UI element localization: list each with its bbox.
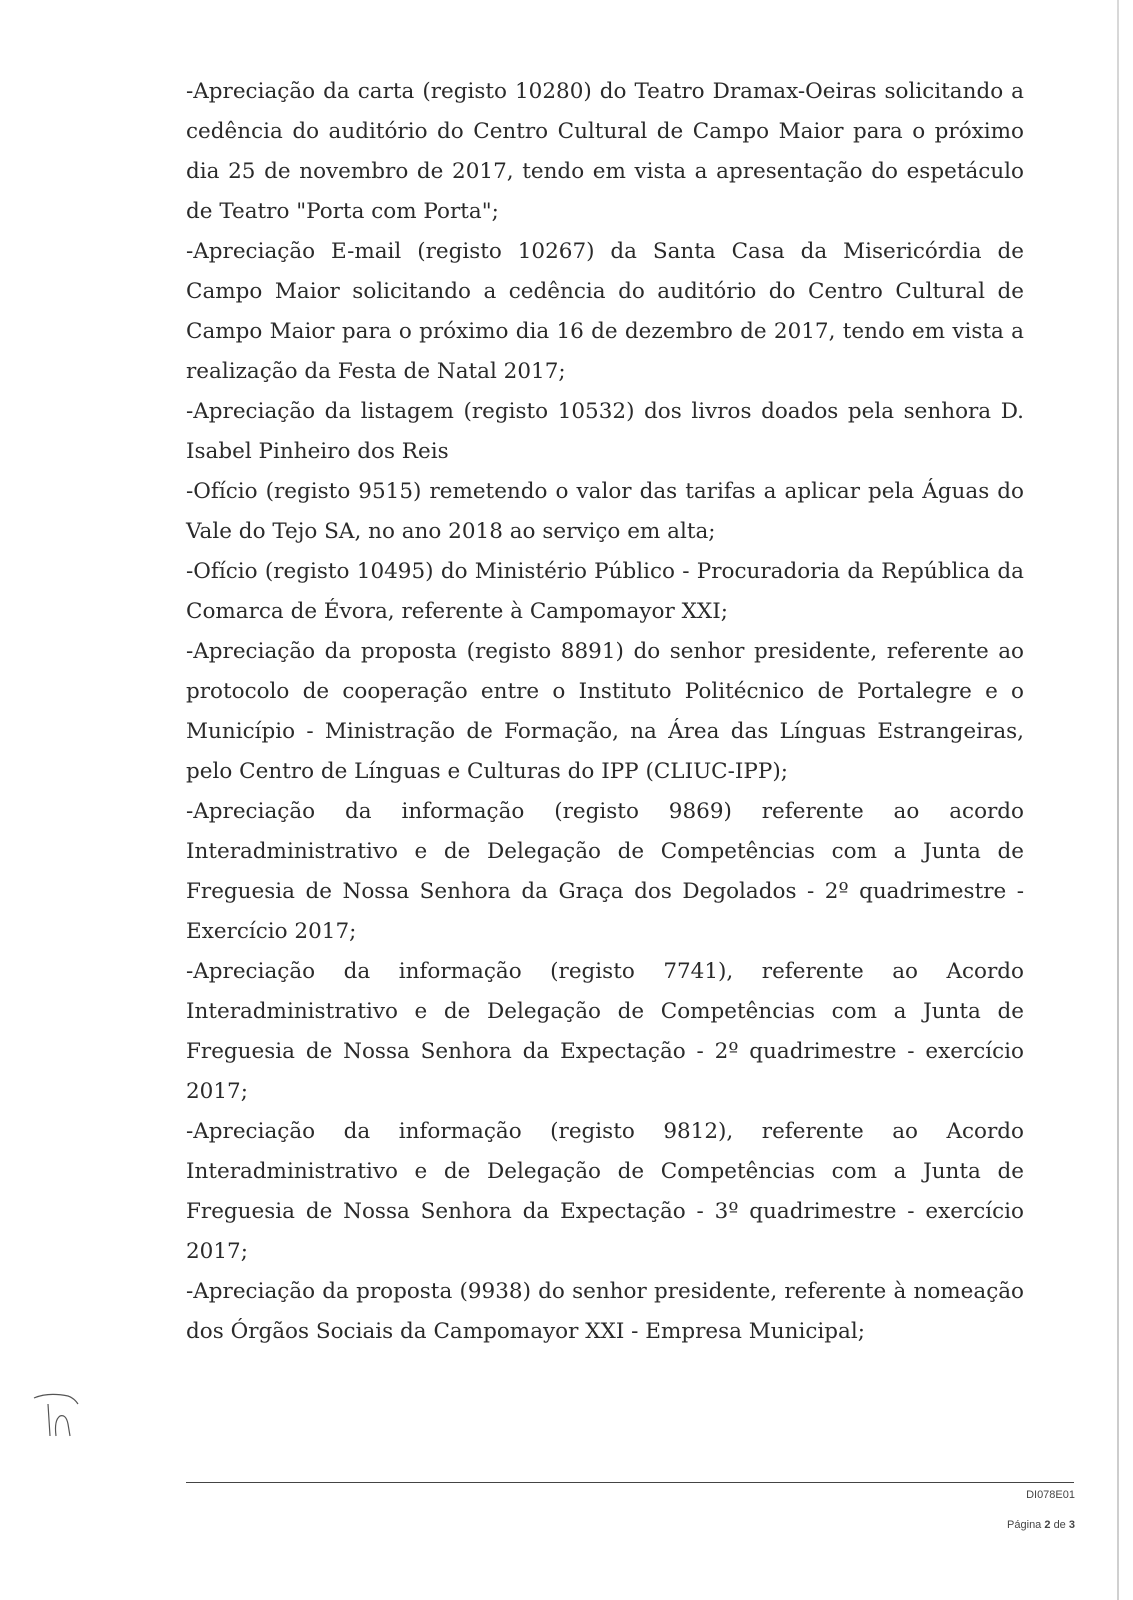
- document-body: [186, 72, 1024, 1352]
- paragraph: -Apreciação da informação (registo 9812), referente ao Acordo Interadministrativo e de Delegação de Competências com a Junta de Freguesia de Nossa Senhora da Expectação - 3º quadrimestre - exercício 2017;: [186, 1119, 1024, 1264]
- paragraph: -Apreciação da informação (registo 9869) referente ao acordo Interadministrativo e de Delegação de Competências com a Junta de Freguesia de Nossa Senhora da Graça dos Degolados - 2º quadrimestre - Exercício 2017;: [186, 799, 1024, 944]
- page-of: de: [1053, 1519, 1066, 1531]
- paragraph: -Apreciação da proposta (registo 8891) do senhor presidente, referente ao protocolo de cooperação entre o Instituto Politécnico de Portalegre e o Município - Ministração de Formação, na Área das Línguas Estrangeiras, pelo Centro de Línguas e Culturas do IPP (CLIUC-IPP);: [186, 639, 1024, 784]
- paragraph: -Apreciação da informação (registo 7741), referente ao Acordo Interadministrativo e de Delegação de Competências com a Junta de Freguesia de Nossa Senhora da Expectação - 2º quadrimestre - exercício 2017;: [186, 959, 1024, 1104]
- page-edge: [1117, 0, 1119, 1600]
- paragraph: -Apreciação da carta (registo 10280) do Teatro Dramax-Oeiras solicitando a cedência do auditório do Centro Cultural de Campo Maior para o próximo dia 25 de novembro de 2017, tendo em vista a apresentação do espetáculo de Teatro "Porta com Porta";: [186, 79, 1024, 224]
- page-label: Página: [1007, 1519, 1042, 1531]
- paragraph: -Ofício (registo 10495) do Ministério Público - Procuradoria da República da Comarca de Évora, referente à Campomayor XXI;: [186, 559, 1024, 624]
- document-code: DI078E01: [1026, 1489, 1075, 1501]
- paragraph: -Apreciação E-mail (registo 10267) da Santa Casa da Misericórdia de Campo Maior solicitando a cedência do auditório do Centro Cultural de Campo Maior para o próximo dia 16 de dezembro de 2017, tendo em vista a realização da Festa de Natal 2017;: [186, 239, 1024, 384]
- page-total: 3: [1068, 1519, 1075, 1531]
- handwritten-initials: [30, 1390, 100, 1440]
- footer-divider: [186, 1482, 1074, 1483]
- paragraph: -Apreciação da listagem (registo 10532) dos livros doados pela senhora D. Isabel Pinheiro dos Reis: [186, 399, 1024, 464]
- page-number: [1007, 1519, 1075, 1531]
- paragraph: -Ofício (registo 9515) remetendo o valor das tarifas a aplicar pela Águas do Vale do Tejo SA, no ano 2018 ao serviço em alta;: [186, 479, 1024, 544]
- page-current: 2: [1044, 1519, 1051, 1531]
- paragraph: -Apreciação da proposta (9938) do senhor presidente, referente à nomeação dos Órgãos Sociais da Campomayor XXI - Empresa Municipal;: [186, 1279, 1024, 1344]
